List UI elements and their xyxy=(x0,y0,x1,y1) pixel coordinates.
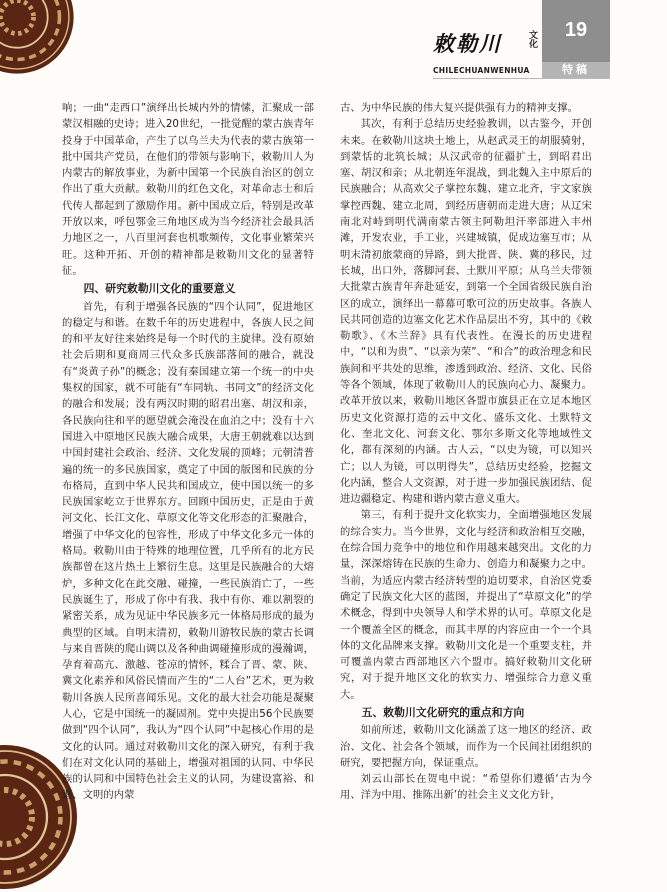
page-number: 19 xyxy=(542,0,610,62)
paragraph: 首先，有利于增强各民族的“四个认同”，促进地区的稳定与和谐。在数千年的历史进程中，各族人民之间的和平友好往来始终是每一个时代的主旋律。没有原始社会后期和夏商周三代众多氏族部落间的融合，就没有“炎黄子孙”的概念；没有秦国建立第一个统一的中央集权的国家，就不可能有“车同轨、书同文”的经济文化的融合和发展；没有两汉时期的昭君出塞、胡汉和亲，各民族向往和平的愿望就会淹没在血泊之中；没有十六国进入中原地区民族大融合成果，大唐王朝就难以达到中国封建社会政治、经济、文化发展的顶峰；元朝清普遍的统一的多民族国家，奠定了中国的版图和民族的分布格局，直到中华人民共和国成立，使中国以统一的多民族国家屹立于世界东方。回顾中国历史，正是由于黄河文化、长江文化、草原文化等文化形态的汇聚融合，增强了中华文化的包容性，形成了中华文化多元一体的格局。敕勒川由于特殊的地理位置，几乎所有的北方民族都曾在这片热土上繁衍生息。这里是民族融合的大熔炉，多种文化在此交融、碰撞，一些民族消亡了，一些民族诞生了，形成了你中有我、我中有你、难以割裂的紧密关系，成为见证中华民族多元一体格局形成的最为典型的区域。自明末清初，敕勒川游牧民族的蒙古长调与来自晋陕的爬山调以及各种曲调碰撞形成的漫瀚调，孕育着高亢、激越、苍凉的情怀，糅合了晋、蒙、陕、冀文化素养和风俗民情而产生的“二人台”艺术，更为敕勒川各族人民所喜闻乐见。文化的最大社会功能是凝聚人心，它是中国统一的凝固剂。党中央提出56个民族要做到“四个认同”，我认为“四个认同”中起核心作用的是文化的认同。通过对敕勒川文化的深入研究，有利于我们在对文化认同的基础上，增强对祖国的认同、中华民族的认同和中国特色社会主义的认同，为建设富裕、和谐、文明的内蒙 xyxy=(62,300,314,802)
logo-subtitle: CHILECHUANWENHUA xyxy=(433,66,530,75)
paragraph: 第三，有利于提升文化软实力，全面增强地区发展的综合实力。当今世界，文化与经济和政治相互交融，在综合国力竞争中的地位和作用越来越突出。文化的力量，深深熔铸在民族的生命力、创造力和凝聚力之中。当前，为适应内蒙古经济转型的迫切要求，自治区党委确定了民族文化大区的蓝图，并提出了“草原文化”的学术概念，得到中央领导人和学术界的认可。草原文化是一个覆盖全区的概念，而其丰厚的内容应由一个一个具体的文化品牌来支撑。敕勒川文化是一个重要支柱，并可覆盖内蒙古西部地区六个盟市。搞好敕勒川文化研究，对于提升地区文化的软实力、增强综合力意义重大。 xyxy=(340,509,592,701)
article-column-left xyxy=(62,100,314,804)
paragraph: 其次，有利于总结历史经验教训，以古鉴今，开创未来。在敕勒川这块土地上，从赵武灵王的胡服骑射，到蒙恬的北筑长城；从汉武帝的征疆扩土，到昭君出塞、胡汉和亲；从北朝连年混战，到北魏入主中原后的民族融合；从高欢父子掌控东魏、建立北齐，宇文家族掌控西魏、建立北周，到经历唐朝而走进大唐；从辽宋南北对峙到明代满南蒙古领主阿勒坦汗率部进入丰州滩，开发农业，手工业，兴建城镇，促成边塞互市；从明末清初旅蒙商的异路，到大批晋、陕、冀的移民，过长城，出口外，落脚河套、土默川平原；从乌兰夫带领大批蒙古族青年奔赴延安，到第一个全国省级民族自治区的成立，演绎出一幕幕可歌可泣的历史故事。各族人民共同创造的边塞文化艺术作品层出不穷，其中的《敕勒歌》、《木兰辞》具有代表性。在漫长的历史进程中，“以和为贵”、“以亲为荣”、“和合”的政治理念和民族间和平共处的思维，渗透到政治、经济、文化、民俗等各个领域，体现了敕勒川人的民族向心力、凝聚力。改革开放以来，敕勒川地区各盟市旗县正在立足本地区历史文化资源打造的云中文化、盛乐文化、土默特文化、奎北文化、河套文化、鄂尔多斯文化等地域性文化，都有深刻的内涵。古人云，“以史为镜，可以知兴亡；以人为镜，可以明得失”，总结历史经验，挖掘文化内涵，整合人文资源，对于进一步加强民族团结、促进边疆稳定、构建和谐内蒙古意义重大。 xyxy=(340,118,592,506)
section-label: 特稿 xyxy=(542,62,610,78)
paragraph: 如前所述，敕勒川文化涵盖了这一地区的经济、政治、文化、社会各个领域，而作为一个民间社团组织的研究，要把握方向，保证重点。 xyxy=(340,724,592,769)
section-heading: 五、敕勒川文化研究的重点和方向 xyxy=(361,705,525,719)
masthead xyxy=(0,0,667,86)
logo-tag: 文化 xyxy=(527,30,537,48)
article-column-right xyxy=(340,100,592,804)
paragraph: 古、为中华民族的伟大复兴提供强有力的精神支撑。 xyxy=(340,102,578,114)
magazine-logo xyxy=(433,28,549,75)
logo-title: 敕勒川 xyxy=(433,31,502,56)
paragraph: 刘云山部长在贺电中说：“希望你们遵循‘古为今用、洋为中用、推陈出新’的社会主义文化方针， xyxy=(340,773,592,802)
paragraph: 响；一曲“走西口”演绎出长城内外的情愫，汇聚成一部蒙汉相融的史诗；进入20世纪，一批觉醒的蒙古族青年投身于中国革命，产生了以乌兰夫为代表的蒙古族第一批中国共产党员，在他们的带领与影响下，敕勒川人为内蒙古的解放事业，为新中国第一个民族自治区的创立作出了重大贡献。敕勒川的红色文化，对革命志士和后代传人都起到了激励作用。新中国成立后，特别是改革开放以来，呼包鄂金三角地区成为当今经济社会最具活力地区之一，八百里河套也机歌频传，文化事业繁荣兴旺。这种开拓、开创的精神都是敕勒川文化的显著特征。 xyxy=(62,102,314,277)
header-divider xyxy=(433,78,610,79)
section-heading: 四、研究敕勒川文化的重要意义 xyxy=(83,282,236,296)
